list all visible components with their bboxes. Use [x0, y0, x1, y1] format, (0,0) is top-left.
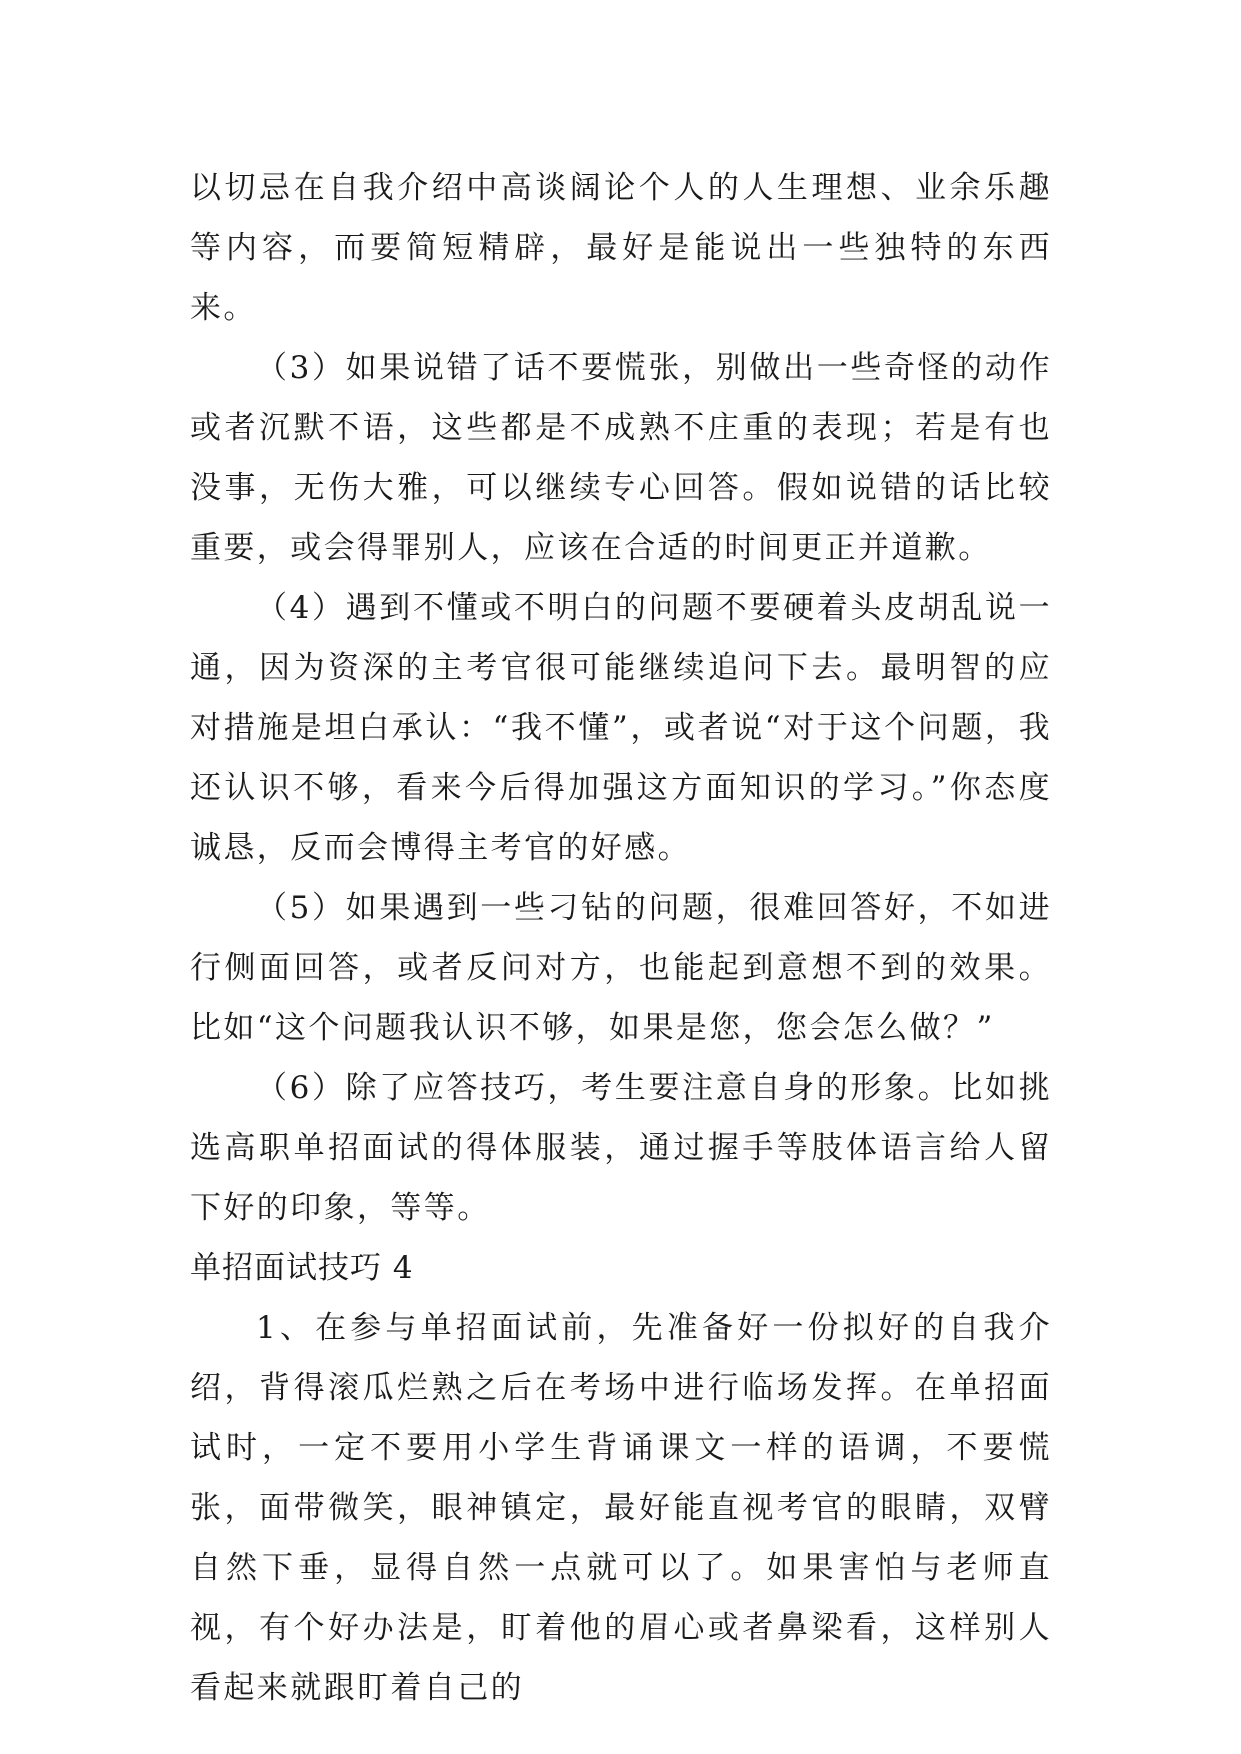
paragraph-tip-4: （4）遇到不懂或不明白的问题不要硬着头皮胡乱说一通，因为资深的主考官很可能继续追问下去。最明智的应对措施是坦白承认：“我不懂”，或者说“对于这个问题，我还认识不够，看来今后得加强这方面知识的学习。”你态度诚恳，反而会博得主考官的好感。 [190, 590, 1052, 866]
paragraph-tip-3: （3）如果说错了话不要慌张，别做出一些奇怪的动作或者沉默不语，这些都是不成熟不庄重的表现；若是有也没事，无伤大雅，可以继续专心回答。假如说错的话比较重要，或会得罪别人，应该在合适的时间更正并道歉。 [190, 350, 1052, 566]
paragraph-tip-5: （5）如果遇到一些刁钻的问题，很难回答好，不如进行侧面回答，或者反问对方，也能起到意想不到的效果。比如“这个问题我认识不够，如果是您，您会怎么做？” [190, 890, 1052, 1046]
paragraph-intro-tail: 以切忌在自我介绍中高谈阔论个人的人生理想、业余乐趣等内容，而要简短精辟，最好是能说出一些独特的东西来。 [190, 170, 1052, 326]
paragraph-section4-item-1: 1、在参与单招面试前，先准备好一份拟好的自我介绍，背得滚瓜烂熟之后在考场中进行临场发挥。在单招面试时，一定不要用小学生背诵课文一样的语调，不要慌张，面带微笑，眼神镇定，最好能直视考官的眼睛，双臂自然下垂，显得自然一点就可以了。如果害怕与老师直视，有个好办法是，盯着他的眉心或者鼻梁看，这样别人看起来就跟盯着自己的 [190, 1310, 1052, 1706]
document-body [190, 158, 1052, 1718]
paragraph-tip-6: （6）除了应答技巧，考生要注意自身的形象。比如挑选高职单招面试的得体服装，通过握手等肢体语言给人留下好的印象，等等。 [190, 1070, 1052, 1226]
section-heading: 单招面试技巧 4 [190, 1250, 414, 1286]
